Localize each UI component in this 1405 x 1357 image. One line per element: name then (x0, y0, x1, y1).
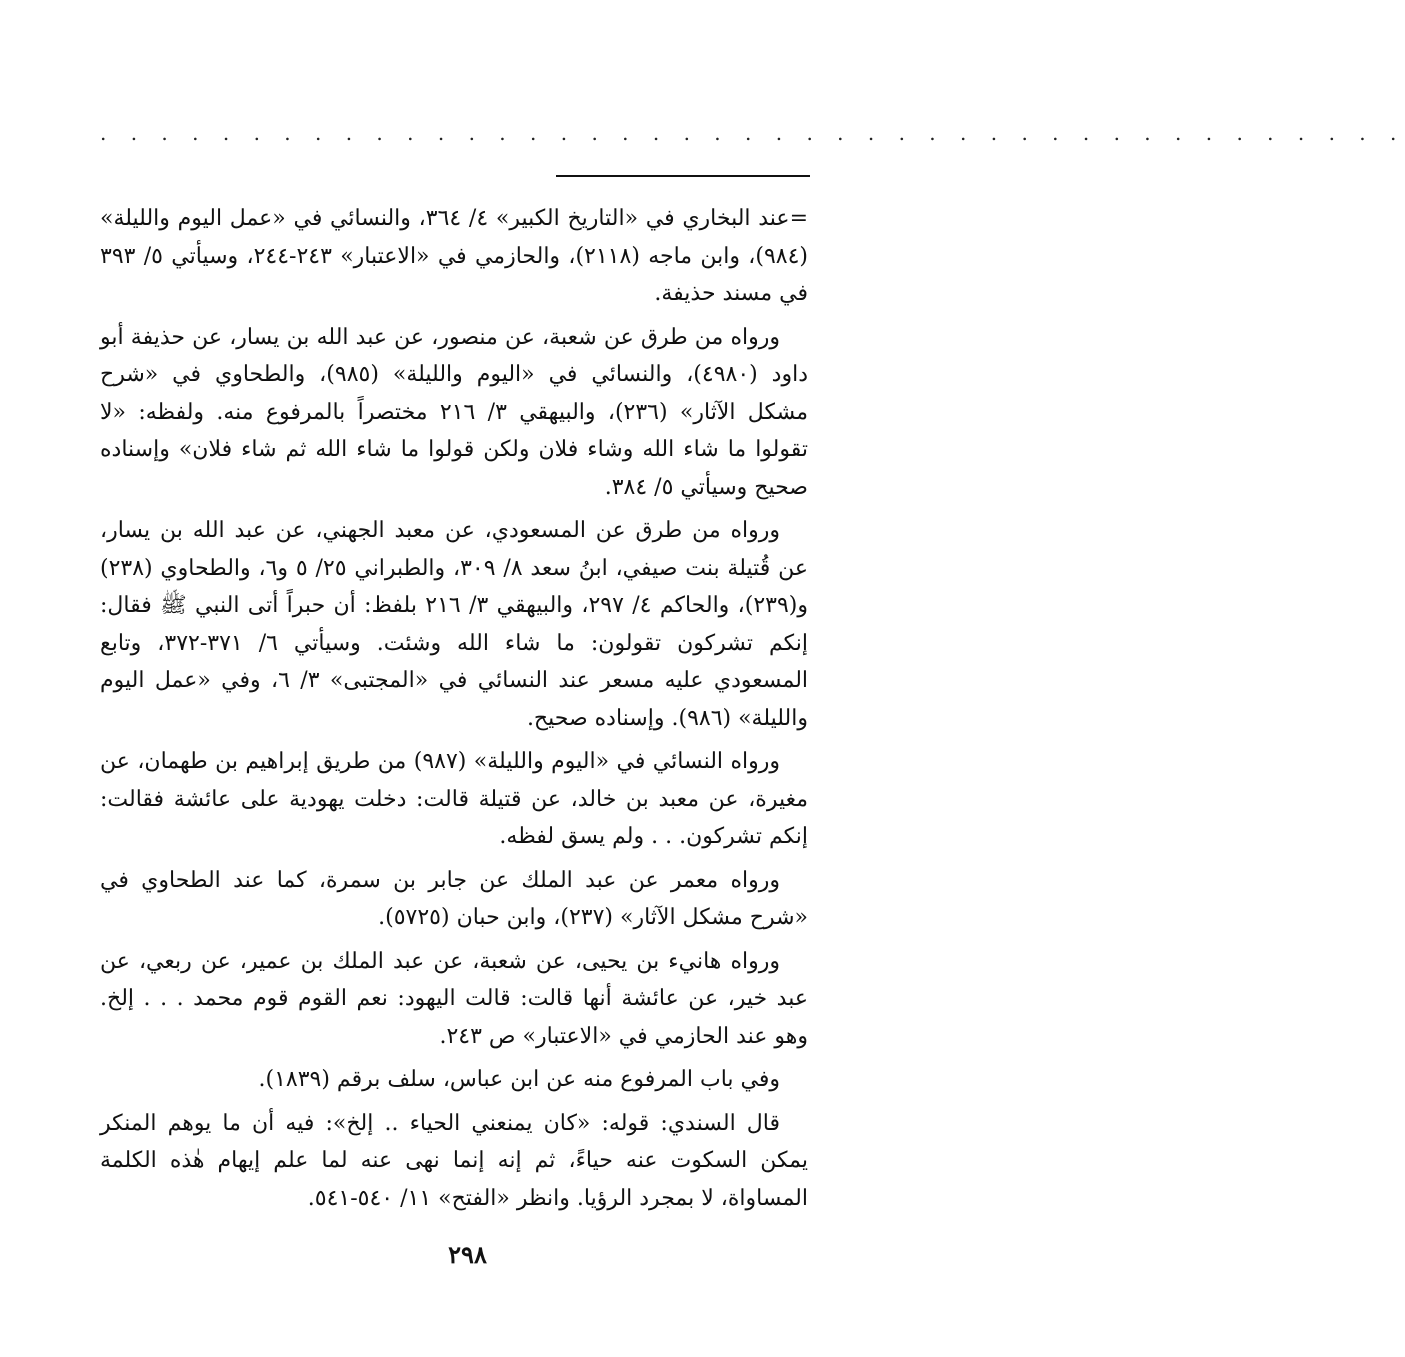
footnote-rule (556, 175, 810, 177)
footnote-paragraph-7: وفي باب المرفوع منه عن ابن عباس، سلف برقم (١٨٣٩). (258, 1067, 780, 1092)
footnote-paragraph-2: ورواه من طرق عن شعبة، عن منصور، عن عبد الله بن يسار، عن حذيفة أبو داود (٤٩٨٠)، والنسائي في «اليوم والليلة» (٩٨٥)، والطحاوي في «شرح مشكل الآثار» (٢٣٦)، والبيهقي ٣/ ٢١٦ مختصراً بالمرفوع منه. ولفظه: «لا تقولوا ما شاء الله وشاء فلان ولكن قولوا ما شاء الله ثم شاء فلان» وإسناده صحيح وسيأتي ٥/ ٣٨٤. (100, 324, 809, 500)
footnote-paragraph-5: ورواه معمر عن عبد الملك عن جابر بن سمرة، كما عند الطحاوي في «شرح مشكل الآثار» (٢٣٧)، وابن حبان (٥٧٢٥). (100, 867, 808, 930)
footnote-paragraph-8: قال السندي: قوله: «كان يمنعني الحياء .. إلخ»: فيه أن ما يوهم المنكر يمكن السكوت عنه حياءً، ثم إنه إنما نهى عنه لما علم إيهام هٰذه الكلمة المساواة، لا بمجرد الرؤيا. وانظر «الفتح» ١١/ ٥٤٠-٥٤١. (100, 1110, 808, 1211)
footnotes-section (100, 200, 808, 1223)
footnote-paragraph-6: ورواه هانيء بن يحيى، عن شعبة، عن عبد الملك بن عمير، عن ربعي، عن عبد خير، عن عائشة أنها قالت: قالت اليهود: نعم القوم قوم محمد . . . إلخ. وهو عند الحازمي في «الاعتبار» ص ٢٤٣. (100, 948, 808, 1049)
footnote-paragraph-1: =عند البخاري في «التاريخ الكبير» ٤/ ٣٦٤، والنسائي في «عمل اليوم والليلة» (٩٨٤)، وابن ماجه (٢١١٨)، والحازمي في «الاعتبار» ٢٤٣-٢٤٤، وسيأتي ٥/ ٣٩٣ في مسند حذيفة. (100, 206, 809, 306)
separator-dots: . . . . . . . . . . . . . . . . . . . . . . . . . . . . . . . . . . . . . . . . . . . (100, 121, 1405, 145)
footnote-paragraph-3: ورواه من طرق عن المسعودي، عن معبد الجهني، عن عبد الله بن يسار، عن قُتيلة بنت صيفي، ابنُ سعد ٨/ ٣٠٩، والطبراني ٢٥/ ٥ و٦، والطحاوي (٢٣٨) و(٢٣٩)، والحاكم ٤/ ٢٩٧، والبيهقي ٣/ ٢١٦ بلفظ: أن حبراً أتى النبي ﷺ فقال: إنكم تشركون تقولون: ما شاء الله وشئت. وسيأتي ٦/ ٣٧١-٣٧٢، وتابع المسعودي عليه مسعر عند النسائي في «المجتبى» ٣/ ٦، وفي «عمل اليوم والليلة» (٩٨٦). وإسناده صحيح. (100, 518, 809, 731)
page-number: ٢٩٨ (448, 1240, 487, 1269)
footnote-paragraph-4: ورواه النسائي في «اليوم والليلة» (٩٨٧) من طريق إبراهيم بن طهمان، عن مغيرة، عن معبد بن خالد، عن قتيلة قالت: دخلت يهودية على عائشة فقالت: إنكم تشركون. . . ولم يسق لفظه. (100, 749, 808, 849)
